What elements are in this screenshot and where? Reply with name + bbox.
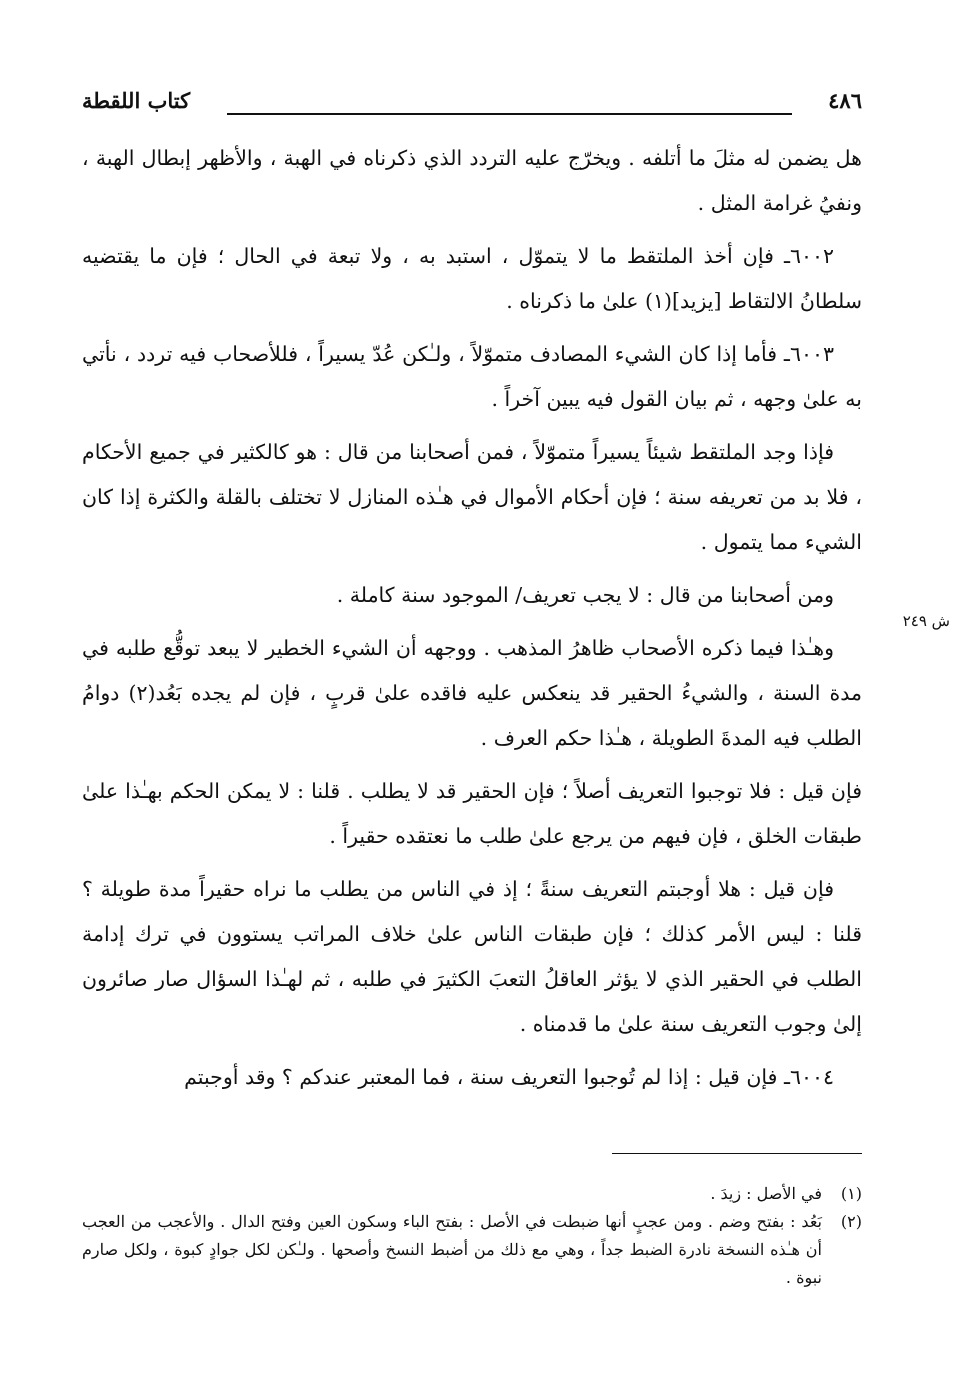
paragraph-madhab: وهـٰذا فيما ذكره الأصحاب ظاهرُ المذهب . ووجهه أن الشيء الخطير لا يبعد توقُّع طلبه في مدة السنة ، والشيءُ الحقير قد ينعكس عليه فاقده علىٰ قربٍ ، فإن لم يجده بَعُد(٢) دوامُ الطلب فيه المدةَ الطويلة ، هـٰذا حكم العرف . [82,636,863,750]
paragraph-6002: ٦٠٠٢ـ فإن أخذ الملتقط ما لا يتموّل ، استبد به ، ولا تبعة في الحال ؛ فإن ما يقتضيه سلطانُ الالتقاط [يزيد](١) علىٰ ما ذكرناه . [82,244,862,313]
footnote-number: (١) [840,1184,862,1203]
paragraph-objection-1: فإن قيل : فلا توجبوا التعريف أصلاً ؛ فإن الحقير قد لا يطلب . قلنا : لا يمكن الحكم بهـٰذا علىٰ طبقات الخلق ، فإن فيهم من يرجع علىٰ طلب ما نعتقده حقيراً . [82,779,862,848]
paragraph-second-view: ومن أصحابنا من قال : لا يجب تعريف/ الموجود سنة كاملة . [336,583,834,607]
main-text [82,136,862,1108]
footnote-text: بَعُد : بفتح وضم . ومن عجبٍ أنها ضبطت في الأصل : بفتح الباء وسكون العين وفتح الدال . والأعجب من العجب أن هـٰذه النسخة نادرة الضبط جداً ، وهي مع ذلك من أضبط النسخ وأصحها . ولـٰكن لكل جوادٍ كبوة ، ولكل صارم نبوة . [82,1212,822,1287]
header-rule [227,113,792,115]
paragraph-6003: ٦٠٠٣ـ فأما إذا كان الشيء المصادف متموّلاً ، ولـٰكن عُدّ يسيراً ، فللأصحاب فيه تردد ، نأتي به علىٰ وجهه ، ثم بيان القول فيه يبين آخراً . [82,342,862,411]
paragraph-first-view: فإذا وجد الملتقط شيئاً يسيراً متموّلاً ، فمن أصحابنا من قال : هو كالكثير في جميع الأحكام ، فلا بد من تعريفه سنة ؛ فإن أحكام الأموال في هـٰذه المنازل لا تختلف بالقلة والكثرة إذا كان الشيء مما يتمول . [82,440,862,554]
margin-note: ش ٢٤٩ [902,612,950,630]
page-header [82,88,862,118]
footnotes [82,1180,862,1292]
paragraph-6004: ٦٠٠٤ـ فإن قيل : إذا لم تُوجبوا التعريف سنة ، فما المعتبر عندكم ؟ وقد أوجبتم [184,1065,834,1089]
footnote-text: في الأصل : زيدَ . [710,1184,822,1203]
footnote-item [82,1208,862,1292]
footnote-item [82,1180,862,1208]
footnote-rule [612,1153,862,1154]
page-number: ٤٨٦ [828,88,862,113]
paragraph-continuation: هل يضمن له مثلَ ما أتلفه . ويخرّج عليه التردد الذي ذكرناه في الهبة ، والأظهر إبطال الهبة ، ونفيُ غرامة المثل . [82,146,862,215]
footnote-number: (٢) [840,1212,862,1231]
paragraph-objection-2: فإن قيل : هلا أوجبتم التعريف سنةً ؛ إذ في الناس من يطلب ما نراه حقيراً مدة طويلة ؟ قلنا : ليس الأمر كذلك ؛ فإن طبقات الناس علىٰ خلاف المراتب يستوون في ترك إدامة الطلب في الحقير الذي لا يؤثر العاقلُ التعبَ الكثيرَ في طلبه ، ثم لهـٰذا السؤال صار صائرون إلىٰ وجوب التعريف سنة علىٰ ما قدمناه . [82,877,862,1036]
book-title: كتاب اللقطة [82,88,191,113]
